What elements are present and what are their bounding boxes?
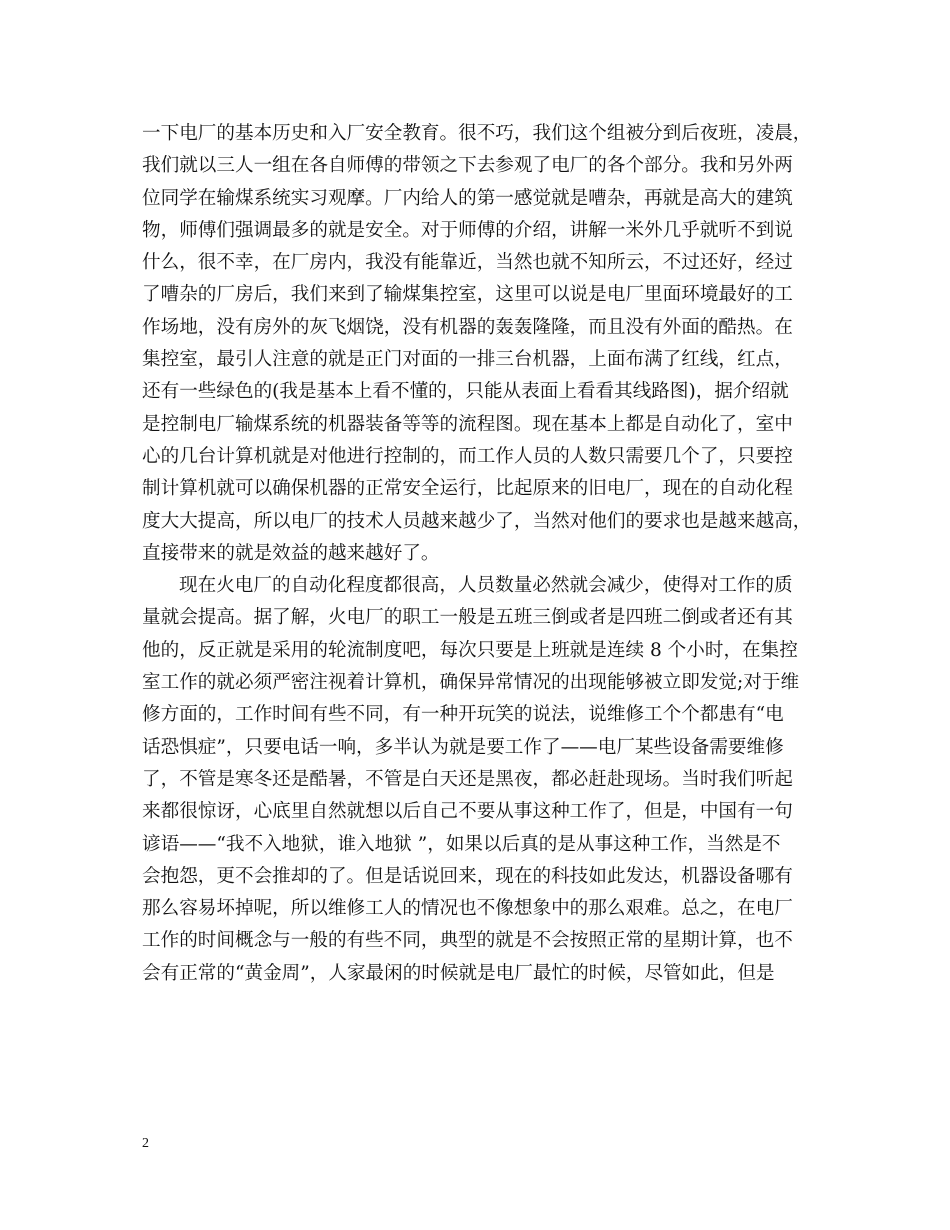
text-line: 会抱怨，更不会推却的了。但是话说回来，现在的科技如此发达，机器设备哪有 [142,865,793,887]
text-line: 他的，反正就是采用的轮流制度吧，每次只要是上班就是连续 8 个小时，在集控 [142,639,798,661]
text-line: 直接带来的就是效益的越来越好了。 [142,542,440,564]
text-line: 我们就以三人一组在各自师傅的带领之下去参观了电厂的各个部分。我和另外两 [142,155,793,177]
paragraph [142,570,824,990]
paragraph [142,118,824,570]
text-line: 心的几台计算机就是对他进行控制的，而工作人员的人数只需要几个了，只要控 [142,445,793,467]
text-line: 一下电厂的基本历史和入厂安全教育。很不巧，我们这个组被分到后夜班，凌晨， [142,123,812,144]
text-line: 还有一些绿色的(我是基本上看不懂的，只能从表面上看看其线路图)，据介绍就 [142,381,789,403]
text-line: 会有正常的“黄金周”，人家最闲的时候就是电厂最忙的时候，尽管如此，但是 [142,962,775,984]
text-line: 量就会提高。据了解，火电厂的职工一般是五班三倒或者是四班二倒或者还有其 [142,607,793,629]
text-line: 物，师傅们强调最多的就是安全。对于师傅的介绍，讲解一米外几乎就听不到说 [142,219,793,241]
text-line: 是控制电厂输煤系统的机器装备等等的流程图。现在基本上都是自动化了，室中 [142,413,793,435]
text-line: 来都很惊讶，心底里自然就想以后自己不要从事这种工作了，但是，中国有一句 [142,801,793,823]
text-line: 现在火电厂的自动化程度都很高，人员数量必然就会减少，使得对工作的质 [179,575,793,597]
text-line: 那么容易坏掉呢，所以维修工人的情况也不像想象中的那么艰难。总之，在电厂 [142,898,793,920]
text-line: 了嘈杂的厂房后，我们来到了输煤集控室，这里可以说是电厂里面环境最好的工 [142,284,793,306]
body-text [142,118,824,990]
text-line: 位同学在输煤系统实习观摩。厂内给人的第一感觉就是嘈杂，再就是高大的建筑 [142,187,793,209]
text-line: 工作的时间概念与一般的有些不同，典型的就是不会按照正常的星期计算，也不 [142,930,793,952]
text-line: 什么，很不幸，在厂房内，我没有能靠近，当然也就不知所云，不过还好，经过 [142,252,793,274]
text-line: 了，不管是寒冬还是酷暑，不管是白天还是黑夜，都必赶赴现场。当时我们听起 [142,768,793,790]
text-line: 作场地，没有房外的灰飞烟饶，没有机器的轰轰隆隆，而且没有外面的酷热。在 [142,316,793,338]
page-number: 2 [142,1136,149,1151]
text-line: 修方面的，工作时间有些不同，有一种开玩笑的说法，说维修工个个都患有“电 [142,704,784,726]
text-line: 集控室，最引人注意的就是正门对面的一排三台机器，上面布满了红线，红点， [142,349,793,371]
text-line: 谚语——“我不入地狱，谁入地狱 ”，如果以后真的是从事这种工作，当然是不 [142,833,781,855]
text-line: 制计算机就可以确保机器的正常安全运行，比起原来的旧电厂，现在的自动化程 [142,478,793,500]
text-line: 话恐惧症”，只要电话一响，多半认为就是要工作了——电厂某些设备需要维修 [142,736,784,758]
text-line: 度大大提高，所以电厂的技术人员越来越少了，当然对他们的要求也是越来越高， [142,510,812,532]
text-line: 室工作的就必须严密注视着计算机，确保异常情况的出现能够被立即发觉;对于维 [142,672,800,694]
